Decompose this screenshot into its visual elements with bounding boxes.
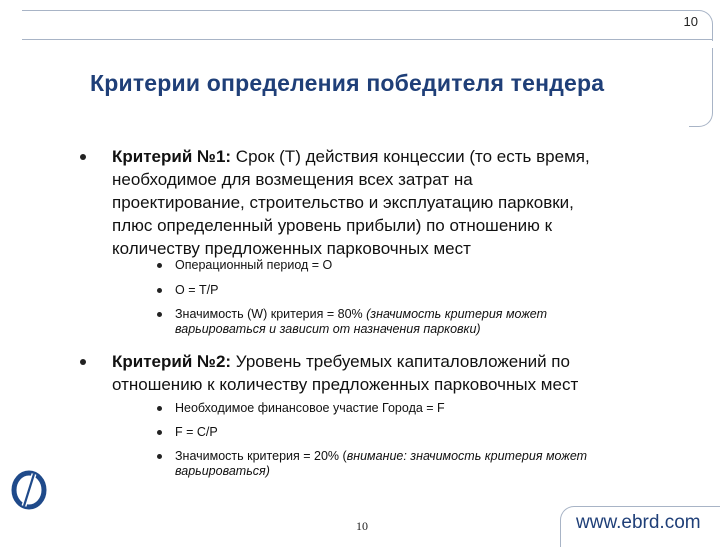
criterion-2-sub-3-note-cont: варьироваться) bbox=[175, 464, 270, 478]
sub-bullet-icon bbox=[157, 430, 162, 435]
page-number-top: 10 bbox=[683, 14, 698, 29]
ebrd-logo-icon bbox=[10, 470, 48, 524]
criterion-2-sub-3: Значимость критерия = 20% (внимание: значимость критерия может варьироваться) bbox=[175, 449, 695, 479]
criterion-1-line-1: Критерий №1: Срок (Т) действия концессии (то есть время, bbox=[112, 147, 590, 166]
criterion-1-line-2: необходимое для возмещения всех затрат на bbox=[112, 170, 473, 189]
sub-bullet-icon bbox=[157, 312, 162, 317]
sub-bullet-icon bbox=[157, 406, 162, 411]
criterion-2-line-1: Критерий №2: Уровень требуемых капиталовложений по bbox=[112, 352, 570, 371]
header-divider bbox=[22, 39, 712, 40]
criterion-1 bbox=[112, 145, 702, 260]
website-link[interactable]: www.ebrd.com bbox=[576, 512, 701, 533]
bullet-icon bbox=[80, 154, 86, 160]
bullet-icon bbox=[80, 359, 86, 365]
header-frame bbox=[22, 10, 713, 41]
criterion-1-line-3: проектирование, строительство и эксплуатацию парковки, bbox=[112, 193, 574, 212]
criterion-2-label: Критерий №2: bbox=[112, 352, 232, 371]
sub-bullet-icon bbox=[157, 263, 162, 268]
criterion-2-line-2: отношению к количеству предложенных парковочных мест bbox=[112, 375, 579, 394]
criterion-1-sub-3: Значимость (W) критерия = 80% (значимость критерия может варьироваться и зависит от назначения парковки) bbox=[175, 307, 695, 337]
criterion-1-sub-1: Операционный период = О bbox=[175, 258, 332, 273]
sub-bullet-icon bbox=[157, 288, 162, 293]
criterion-2-sub-2: F = С/Р bbox=[175, 425, 218, 440]
criterion-1-line-4: плюс определенный уровень прибыли) по отношению к bbox=[112, 216, 553, 235]
criterion-1-sub-3-note-cont: варьироваться и зависит от назначения парковки) bbox=[175, 322, 481, 336]
criterion-2-sub-3-note: внимание: значимость критерия может bbox=[346, 449, 588, 463]
sub-bullet-icon bbox=[157, 454, 162, 459]
criterion-1-sub-3-note: (значимость критерия может bbox=[366, 307, 548, 321]
criterion-1-sub-2: О = Т/Р bbox=[175, 283, 218, 298]
page-number-bottom: 10 bbox=[356, 519, 368, 533]
criterion-1-label: Критерий №1: bbox=[112, 147, 232, 166]
slide-title: Критерии определения победителя тендера bbox=[90, 70, 605, 96]
criterion-2 bbox=[112, 350, 702, 396]
criterion-1-line-5: количеству предложенных парковочных мест bbox=[112, 239, 471, 258]
criterion-2-sub-1: Необходимое финансовое участие Города = F bbox=[175, 401, 445, 416]
